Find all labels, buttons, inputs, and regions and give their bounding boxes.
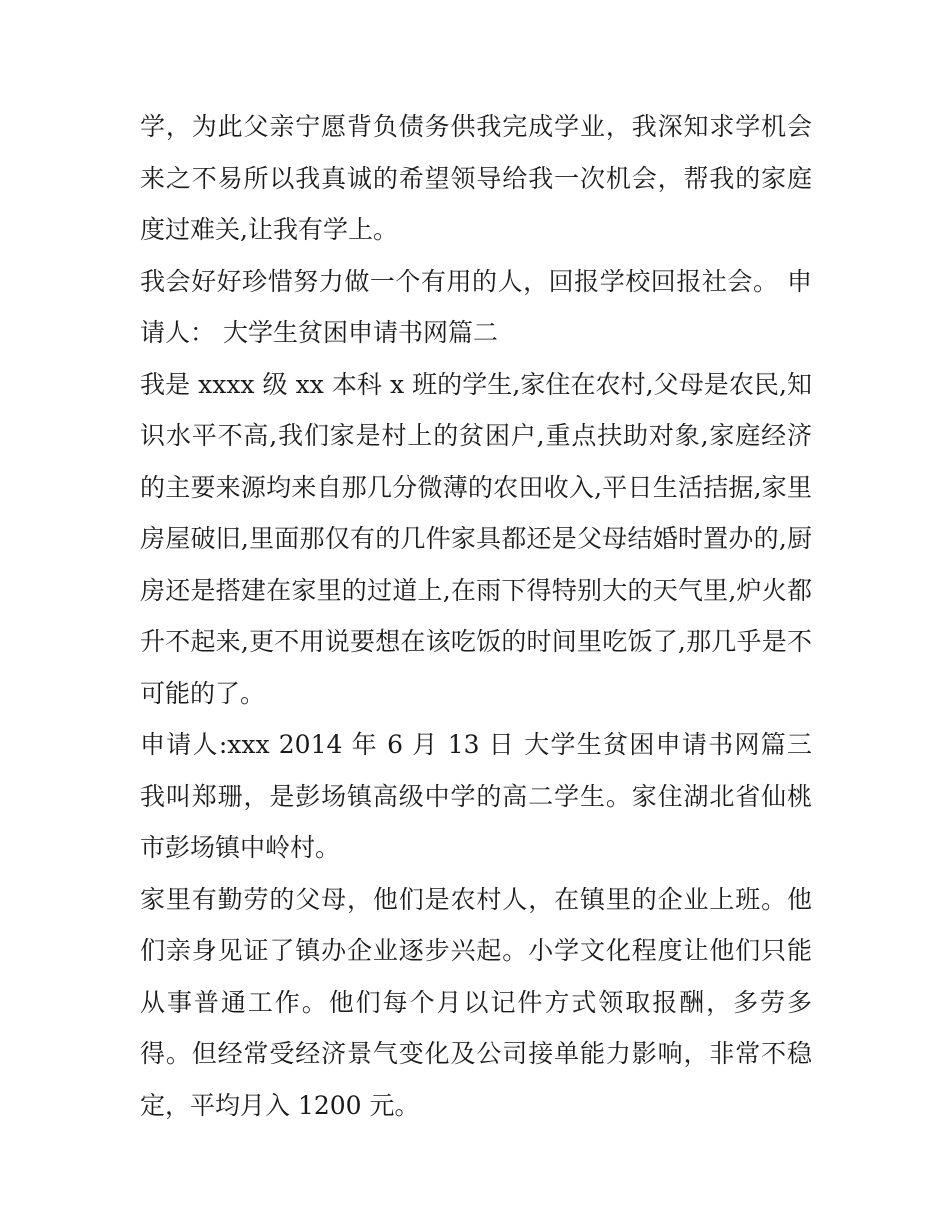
- paragraph-5: 家里有勤劳的父母，他们是农村人，在镇里的企业上班。他们亲身见证了镇办企业逐步兴起。小学文化程度让他们只能从事普通工作。他们每个月以记件方式领取报酬，多劳多得。但经常受经济景气变化及公司接单能力影响，非常不稳定，平均月入 1200 元。: [140, 884, 812, 1120]
- paragraph-4: 申请人:xxx 2014 年 6 月 13 日 大学生贫困申请书网篇三 我叫郑珊，是彭场镇高级中学的高二学生。家住湖北省仙桃市彭场镇中岭村。: [140, 730, 812, 862]
- paragraph-2: 我会好好珍惜努力做一个有用的人，回报学校回报社会。 申请人： 大学生贫困申请书网篇二: [140, 266, 812, 347]
- paragraph-1: 学，为此父亲宁愿背负债务供我完成学业，我深知求学机会来之不易所以我真诚的希望领导给我一次机会，帮我的家庭度过难关,让我有学上。: [140, 112, 812, 244]
- document-body: [140, 101, 812, 1131]
- paragraph-3: 我是 xxxx 级 xx 本科 x 班的学生,家住在农村,父母是农民,知识水平不高,我们家是村上的贫困户,重点扶助对象,家庭经济的主要来源均来自那几分微薄的农田收入,平日生活拮据,家里房屋破旧,里面那仅有的几件家具都还是父母结婚时置办的,厨房还是搭建在家里的过道上,在雨下得特别大的天气里,炉火都升不起来,更不用说要想在该吃饭的时间里吃饭了,那几乎是不可能的了。: [140, 369, 812, 708]
